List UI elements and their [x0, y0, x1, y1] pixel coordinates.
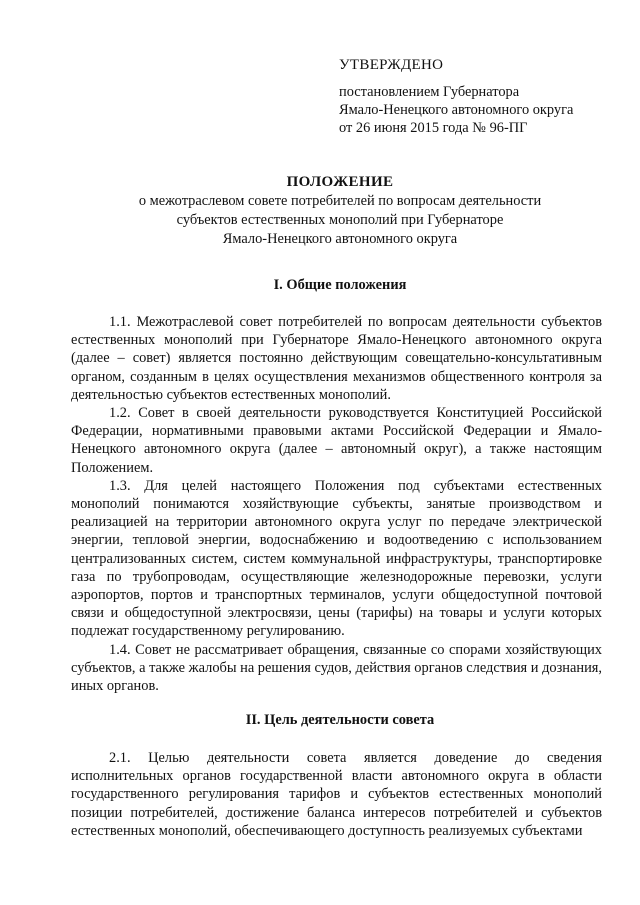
paragraph-2-1: 2.1. Целью деятельности совета является доведение до сведения исполнительных органов государственной власти автономного округа в области государственного регулирования тарифов и субъектов естественных монополий позиции потребителей, достижение баланса интересов потребителей и субъектов естественных монополий, обеспечивающего доступность реализуемых субъектами — [71, 750, 602, 839]
approval-line-2: Ямало-Ненецкого автономного округа — [339, 102, 574, 118]
section-2-heading: II. Цель деятельности совета — [245, 712, 435, 728]
paragraph-1-1: 1.1. Межотраслевой совет потребителей по вопросам деятельности субъектов естественных монополий при Губернаторе Ямало-Ненецкого автономного округа (далее – совет) является постоянно действующим совещательно-консультативным органом, созданным в целях осуществления механизмов общественного контроля за деятельностью субъектов естественных монополий. — [71, 314, 602, 403]
section-1-heading: I. Общие положения — [273, 277, 407, 293]
document-title: ПОЛОЖЕНИЕ — [286, 174, 394, 190]
document-subtitle-line-3: Ямало-Ненецкого автономного округа — [222, 231, 458, 247]
approval-block — [339, 56, 629, 137]
document-title-block — [60, 173, 620, 249]
approval-stamp: УТВЕРЖДЕНО — [339, 57, 444, 73]
approval-line-3: от 26 июня 2015 года № 96-ПГ — [339, 120, 528, 136]
section-2-body — [71, 749, 602, 840]
document-subtitle-line-2: субъектов естественных монополий при Губернаторе — [176, 212, 504, 228]
document-subtitle-line-1: о межотраслевом совете потребителей по вопросам деятельности — [138, 193, 542, 209]
paragraph-1-4: 1.4. Совет не рассматривает обращения, связанные со спорами хозяйствующих субъектов, а также жалобы на решения судов, действия органов следствия и дознания, иных органов. — [71, 641, 602, 695]
paragraph-1-2: 1.2. Совет в своей деятельности руководствуется Конституцией Российской Федерации, нормативными правовыми актами Российской Федерации и Ямало-Ненецкого автономного округа (далее – автономный округ), а также настоящим Положением. — [71, 405, 602, 476]
approval-line-1: постановлением Губернатора — [339, 84, 520, 100]
paragraph-1-3: 1.3. Для целей настоящего Положения под субъектами естественных монополий понимаются хозяйствующие субъекты, занятые производством и реализацией на территории автономного округа услуг по передаче электрической энергии, тепловой энергии, водоснабжению и водоотведению с использованием централизованных систем, систем коммунальной инфраструктуры, транспортировке газа по трубопроводам, осуществляющие железнодорожные перевозки, услуги аэропортов, портов и транспортных терминалов, услуги общедоступной почтовой связи и общедоступной электросвязи, цены (тарифы) на товары и услуги которых подлежат государственному регулированию. — [71, 477, 602, 640]
section-1-body — [71, 313, 602, 695]
